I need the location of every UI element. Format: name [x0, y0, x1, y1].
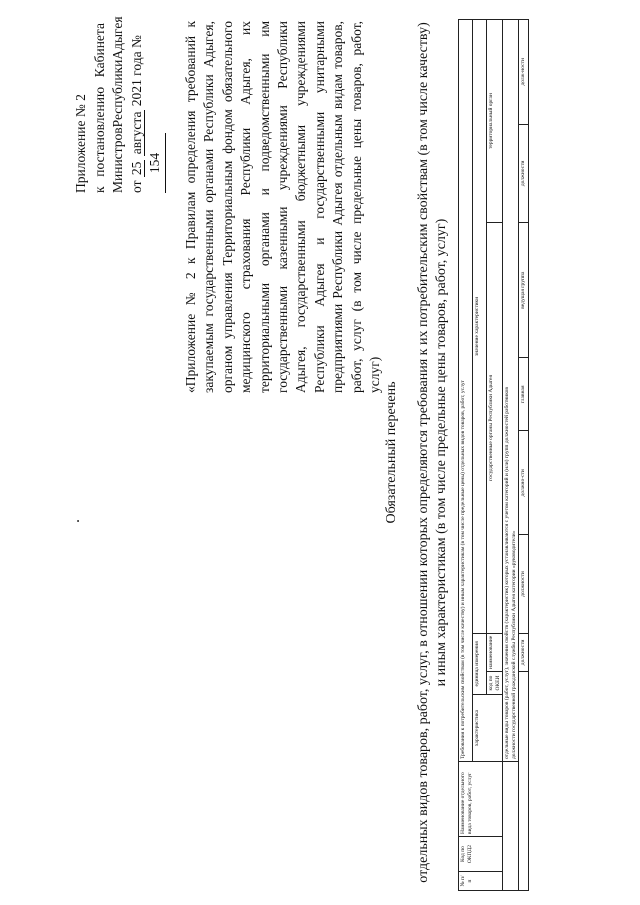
requirements-table	[458, 19, 529, 891]
appendix-header	[72, 16, 166, 193]
date-month: августа	[128, 111, 144, 155]
th-num: № п/п	[459, 872, 503, 891]
th-unit-name: наименование	[487, 633, 503, 671]
pos-5: ведущая группа	[519, 223, 529, 358]
th-okpd: Код по ОКПД2	[459, 837, 503, 872]
date-day: 25	[128, 161, 144, 176]
pos-6: должности	[519, 124, 529, 222]
th-gov-bodies: государственные органы Республики Адыгея	[487, 223, 503, 634]
appendix-title: Приложение № 2	[73, 94, 88, 193]
th-requirements: Требования к потребительским свойствам (в том числе качеству) и иным характеристикам (в том числе предельные цены) отдельных видов товаров, работ, услуг	[459, 20, 473, 762]
pos-4: главная	[519, 358, 529, 431]
document-heading	[383, 20, 451, 885]
pos-1: должности	[519, 633, 529, 671]
appendix-line-2: к постановлению Кабинета	[91, 23, 107, 193]
th-unit-code: код по ОКЕИ	[487, 672, 503, 695]
pos-2: должности	[519, 535, 529, 633]
page-mark: .	[66, 519, 83, 523]
pos-3: должно-сти	[519, 431, 529, 535]
th-name: Наименование отдельного вида товаров, работ, услуг	[459, 762, 503, 837]
document-number: 154	[146, 133, 166, 193]
heading-title: Обязательный перечень	[384, 381, 399, 524]
th-unit: единица измерения	[473, 633, 487, 694]
th-territorial: территориальный орган	[487, 20, 503, 223]
heading-subtitle: отдельных видов товаров, работ, услуг, в отношении которых определяются требования к их потребительским свойствам (в том числе качеству) и иным характеристикам (в том числе предельные цены товаров, работ, услуг)	[416, 22, 449, 883]
th-values: значение характеристики	[473, 20, 487, 634]
rules-reference	[182, 21, 384, 393]
appendix-line-3: Министров Республики Адыгея	[110, 16, 126, 193]
appendix-date-line: от 25 августа 2021 года № 154	[128, 23, 166, 193]
th-characteristic: характеристика	[473, 695, 503, 762]
rules-text: «Приложение № 2 к Правилам определения требований к закупаемым государственными органами Республики Адыгея, органом управления Территориальным фондом обязательного медицинского страхования Республики Адыгея, их территориальными органами и подведомственными им государственными казенными учреждениями Республики Адыгея, государственными бюджетными учреждениями Республики Адыгея и государственными унитарными предприятиями Республики Адыгея отдельным видам товаров, работ, услуг (в том числе предельные цены товаров, работ, услуг)	[183, 21, 383, 393]
pos-7: долж-ности	[519, 20, 529, 125]
row-group: отдельные виды товаров (работ, услуг), значения свойств (характеристик) которых устанавливаются с учетом категорий и (или) групп должностей работников должности государственной гражданской службы Республики Адыгея категории «руководители»	[503, 20, 519, 762]
